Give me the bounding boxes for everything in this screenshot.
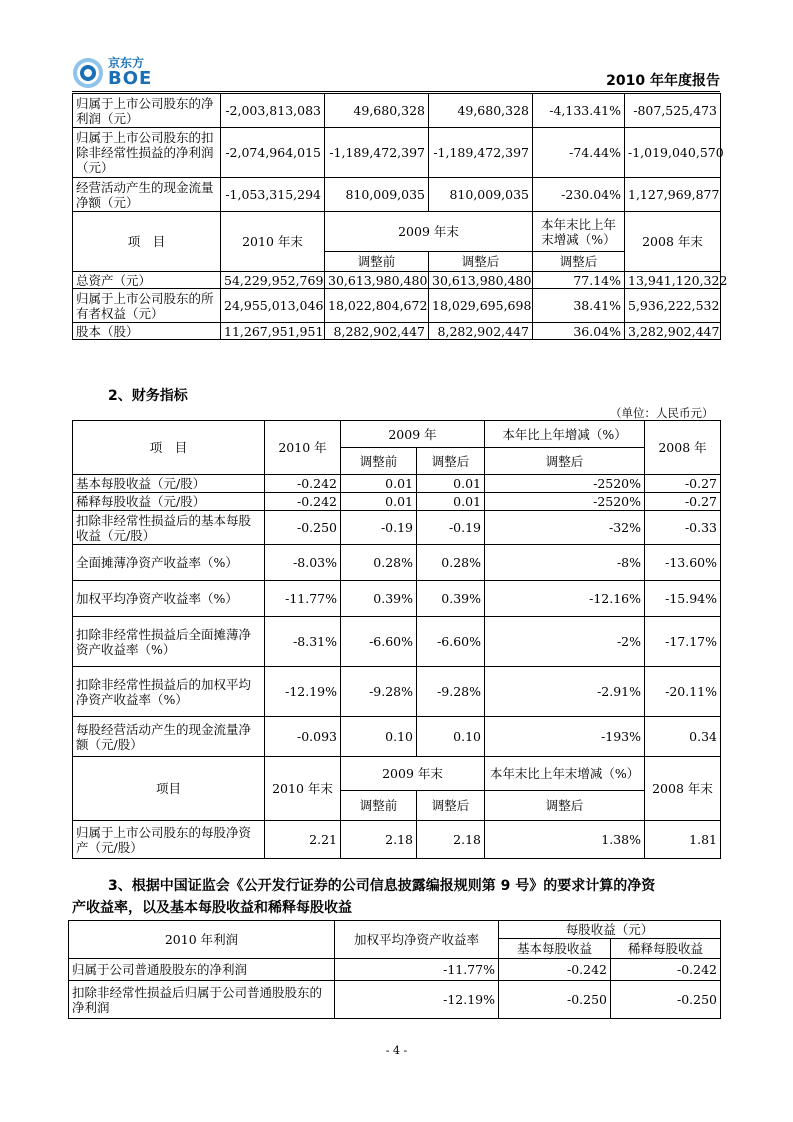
cell-change: -2520% xyxy=(485,475,645,493)
row-label: 归属于上市公司股东的所有者权益（元） xyxy=(73,289,221,323)
roe-header-profit: 2010 年利润 xyxy=(69,921,335,959)
cell-change: 1.38% xyxy=(485,821,645,859)
row-label: 股本（股） xyxy=(73,323,221,340)
cell-v2009a: 30,613,980,480 xyxy=(325,272,429,289)
cell-v2008: -0.33 xyxy=(645,511,721,545)
roe-header-eps: 每股收益（元） xyxy=(499,921,721,939)
cell-v2009a: 18,022,804,672 xyxy=(325,289,429,323)
cell-roe: -12.19% xyxy=(335,981,499,1019)
header-after: 调整后 xyxy=(429,252,533,272)
cell-v2009a: 0.28% xyxy=(341,545,417,581)
cell-v2010: -2,074,964,015 xyxy=(221,128,325,178)
cell-v2010: -8.03% xyxy=(265,545,341,581)
roe-eps-table xyxy=(68,920,721,1019)
cell-v2010: -0.242 xyxy=(265,475,341,493)
cell-v2008: -0.27 xyxy=(645,475,721,493)
cell-v2008: 5,936,222,532 xyxy=(625,289,721,323)
cell-v2009b: 49,680,328 xyxy=(429,94,533,128)
page-header xyxy=(72,52,720,92)
cell-v2009b: 810,009,035 xyxy=(429,178,533,212)
cell-v2009a: 0.39% xyxy=(341,581,417,617)
header-divider xyxy=(72,91,720,92)
cell-v2009b: -0.19 xyxy=(417,511,485,545)
ind-header2-after: 调整后 xyxy=(417,791,485,821)
boe-logo xyxy=(72,56,192,90)
header-before: 调整前 xyxy=(325,252,429,272)
table-row xyxy=(73,493,721,511)
logo-cn-text: 京东方 xyxy=(108,56,145,70)
unit-label: （单位：人民币元） xyxy=(610,406,714,420)
roe-header-basic: 基本每股收益 xyxy=(499,939,611,959)
table-row xyxy=(73,323,721,340)
cell-diluted: -0.250 xyxy=(611,981,721,1019)
cell-basic: -0.250 xyxy=(499,981,611,1019)
cell-v2008: -17.17% xyxy=(645,617,721,667)
ind-header2-change: 本年末比上年末增减（%） xyxy=(485,757,645,791)
ind-header2-item: 项目 xyxy=(73,757,265,821)
row-label: 总资产（元） xyxy=(73,272,221,289)
cell-v2009b: 0.28% xyxy=(417,545,485,581)
cell-change: -8% xyxy=(485,545,645,581)
header-2009: 2009 年末 xyxy=(325,212,533,252)
table-row xyxy=(73,581,721,617)
row-label: 归属于公司普通股股东的净利润 xyxy=(69,959,335,981)
row-label: 扣除非经常性损益后的加权平均净资产收益率（%） xyxy=(73,667,265,717)
section3-title-line2: 产收益率，以及基本每股收益和稀释每股收益 xyxy=(72,900,352,916)
page-number: - 4 - xyxy=(385,1044,408,1057)
section3-title-line1: 3、根据中国证监会《公开发行证券的公司信息披露编报规则第 9 号》的要求计算的净资 xyxy=(108,878,656,894)
cell-2009-after: 2.18 xyxy=(417,821,485,859)
cell-v2009a: 49,680,328 xyxy=(325,94,429,128)
cell-v2008: -15.94% xyxy=(645,581,721,617)
table-row xyxy=(73,617,721,667)
cell-v2009b: 0.10 xyxy=(417,717,485,757)
row-label: 每股经营活动产生的现金流量净额（元/股） xyxy=(73,717,265,757)
table-row xyxy=(73,128,721,178)
cell-change: 36.04% xyxy=(533,323,625,340)
report-title: 2010 年年度报告 xyxy=(606,73,720,89)
cell-roe: -11.77% xyxy=(335,959,499,981)
cell-2010: 2.21 xyxy=(265,821,341,859)
ind-header2-2010: 2010 年末 xyxy=(265,757,341,821)
ind-header-2010: 2010 年 xyxy=(265,421,341,475)
cell-v2009b: 18,029,695,698 xyxy=(429,289,533,323)
ind-header2-2009: 2009 年末 xyxy=(341,757,485,791)
indicators-header2-row xyxy=(73,757,721,791)
ind-header2-2008: 2008 年末 xyxy=(645,757,721,821)
row-label: 扣除非经常性损益后的基本每股收益（元/股） xyxy=(73,511,265,545)
financial-indicators-table xyxy=(72,420,721,859)
header-2008: 2008 年末 xyxy=(625,212,721,272)
cell-v2009a: -0.19 xyxy=(341,511,417,545)
cell-v2010: -0.242 xyxy=(265,493,341,511)
row-label: 稀释每股收益（元/股） xyxy=(73,493,265,511)
cell-v2008: -13.60% xyxy=(645,545,721,581)
cell-v2009b: -1,189,472,397 xyxy=(429,128,533,178)
cell-v2009a: 0.01 xyxy=(341,493,417,511)
table-row xyxy=(69,981,721,1019)
cell-change: 77.14% xyxy=(533,272,625,289)
row-label: 加权平均净资产收益率（%） xyxy=(73,581,265,617)
ind-header-before: 调整前 xyxy=(341,448,417,475)
roe-header-roe: 加权平均净资产收益率 xyxy=(335,921,499,959)
cell-v2008: 3,282,902,447 xyxy=(625,323,721,340)
cell-change: -2% xyxy=(485,617,645,667)
cell-v2010: -11.77% xyxy=(265,581,341,617)
cell-v2009b: -6.60% xyxy=(417,617,485,667)
table-row xyxy=(69,959,721,981)
cell-change: -193% xyxy=(485,717,645,757)
table-row xyxy=(73,289,721,323)
cell-change: -12.16% xyxy=(485,581,645,617)
cell-v2010: 54,229,952,769 xyxy=(221,272,325,289)
row-label: 经营活动产生的现金流量净额（元） xyxy=(73,178,221,212)
header-change: 本年末比上年末增减（%） xyxy=(533,212,625,252)
cell-v2010: 11,267,951,951 xyxy=(221,323,325,340)
cell-change: 38.41% xyxy=(533,289,625,323)
cell-change: -74.44% xyxy=(533,128,625,178)
cell-change: -2520% xyxy=(485,493,645,511)
ind-header-change: 本年比上年增减（%） xyxy=(485,421,645,448)
cell-v2009b: 0.01 xyxy=(417,493,485,511)
row-label: 全面摊薄净资产收益率（%） xyxy=(73,545,265,581)
cell-v2009b: 30,613,980,480 xyxy=(429,272,533,289)
cell-v2009a: 810,009,035 xyxy=(325,178,429,212)
main-financial-table xyxy=(72,93,728,340)
cell-v2009b: 8,282,902,447 xyxy=(429,323,533,340)
ind-header-2008: 2008 年 xyxy=(645,421,721,475)
logo-en-text: BOE xyxy=(108,68,153,89)
cell-v2008: 0.34 xyxy=(645,717,721,757)
cell-v2008: -1,019,040,570 xyxy=(625,128,721,178)
cell-v2009a: 8,282,902,447 xyxy=(325,323,429,340)
header-item: 项 目 xyxy=(73,212,221,272)
row-label: 归属于上市公司股东的净利润（元） xyxy=(73,94,221,128)
cell-v2008: -20.11% xyxy=(645,667,721,717)
row-label: 归属于上市公司股东的每股净资产（元/股） xyxy=(73,821,265,859)
cell-v2010: -0.250 xyxy=(265,511,341,545)
roe-header-diluted: 稀释每股收益 xyxy=(611,939,721,959)
cell-v2008: 13,941,120,322 xyxy=(625,272,721,289)
ind-header2-before: 调整前 xyxy=(341,791,417,821)
cell-change: -230.04% xyxy=(533,178,625,212)
ind-header-item: 项 目 xyxy=(73,421,265,475)
ind-header2-change-after: 调整后 xyxy=(485,791,645,821)
cell-v2008: -0.27 xyxy=(645,493,721,511)
cell-v2010: -0.093 xyxy=(265,717,341,757)
table-row xyxy=(73,667,721,717)
ind-header-2009: 2009 年 xyxy=(341,421,485,448)
table-row xyxy=(73,272,721,289)
cell-v2009a: -1,189,472,397 xyxy=(325,128,429,178)
ind-header-change-after: 调整后 xyxy=(485,448,645,475)
cell-v2009a: 0.01 xyxy=(341,475,417,493)
cell-v2009a: -6.60% xyxy=(341,617,417,667)
table-row xyxy=(73,94,721,128)
section2-title: 2、财务指标 xyxy=(108,388,188,404)
header-change-after: 调整后 xyxy=(533,252,625,272)
cell-v2009b: 0.39% xyxy=(417,581,485,617)
cell-diluted: -0.242 xyxy=(611,959,721,981)
cell-v2010: 24,955,013,046 xyxy=(221,289,325,323)
cell-change: -2.91% xyxy=(485,667,645,717)
row-label: 扣除非经常性损益后归属于公司普通股股东的净利润 xyxy=(69,981,335,1019)
cell-v2009a: -9.28% xyxy=(341,667,417,717)
row-label: 归属于上市公司股东的扣除非经常性损益的净利润（元） xyxy=(73,128,221,178)
row-label: 扣除非经常性损益后全面摊薄净资产收益率（%） xyxy=(73,617,265,667)
table-header-row xyxy=(73,212,721,252)
cell-v2010: -8.31% xyxy=(265,617,341,667)
cell-v2009b: -9.28% xyxy=(417,667,485,717)
ind-header-after: 调整后 xyxy=(417,448,485,475)
indicators-header-row xyxy=(73,421,721,448)
cell-v2008: 1,127,969,877 xyxy=(625,178,721,212)
cell-2009-before: 2.18 xyxy=(341,821,417,859)
cell-v2010: -1,053,315,294 xyxy=(221,178,325,212)
table-row xyxy=(73,475,721,493)
cell-2008: 1.81 xyxy=(645,821,721,859)
roe-header-row xyxy=(69,921,721,939)
cell-basic: -0.242 xyxy=(499,959,611,981)
cell-v2010: -12.19% xyxy=(265,667,341,717)
cell-v2010: -2,003,813,083 xyxy=(221,94,325,128)
row-label: 基本每股收益（元/股） xyxy=(73,475,265,493)
cell-change: -32% xyxy=(485,511,645,545)
table-row xyxy=(73,717,721,757)
cell-v2008: -807,525,473 xyxy=(625,94,721,128)
cell-v2009a: 0.10 xyxy=(341,717,417,757)
header-2010: 2010 年末 xyxy=(221,212,325,272)
cell-change: -4,133.41% xyxy=(533,94,625,128)
table-row xyxy=(73,511,721,545)
cell-v2009b: 0.01 xyxy=(417,475,485,493)
table-row xyxy=(73,545,721,581)
table-row xyxy=(73,178,721,212)
table-row xyxy=(73,821,721,859)
